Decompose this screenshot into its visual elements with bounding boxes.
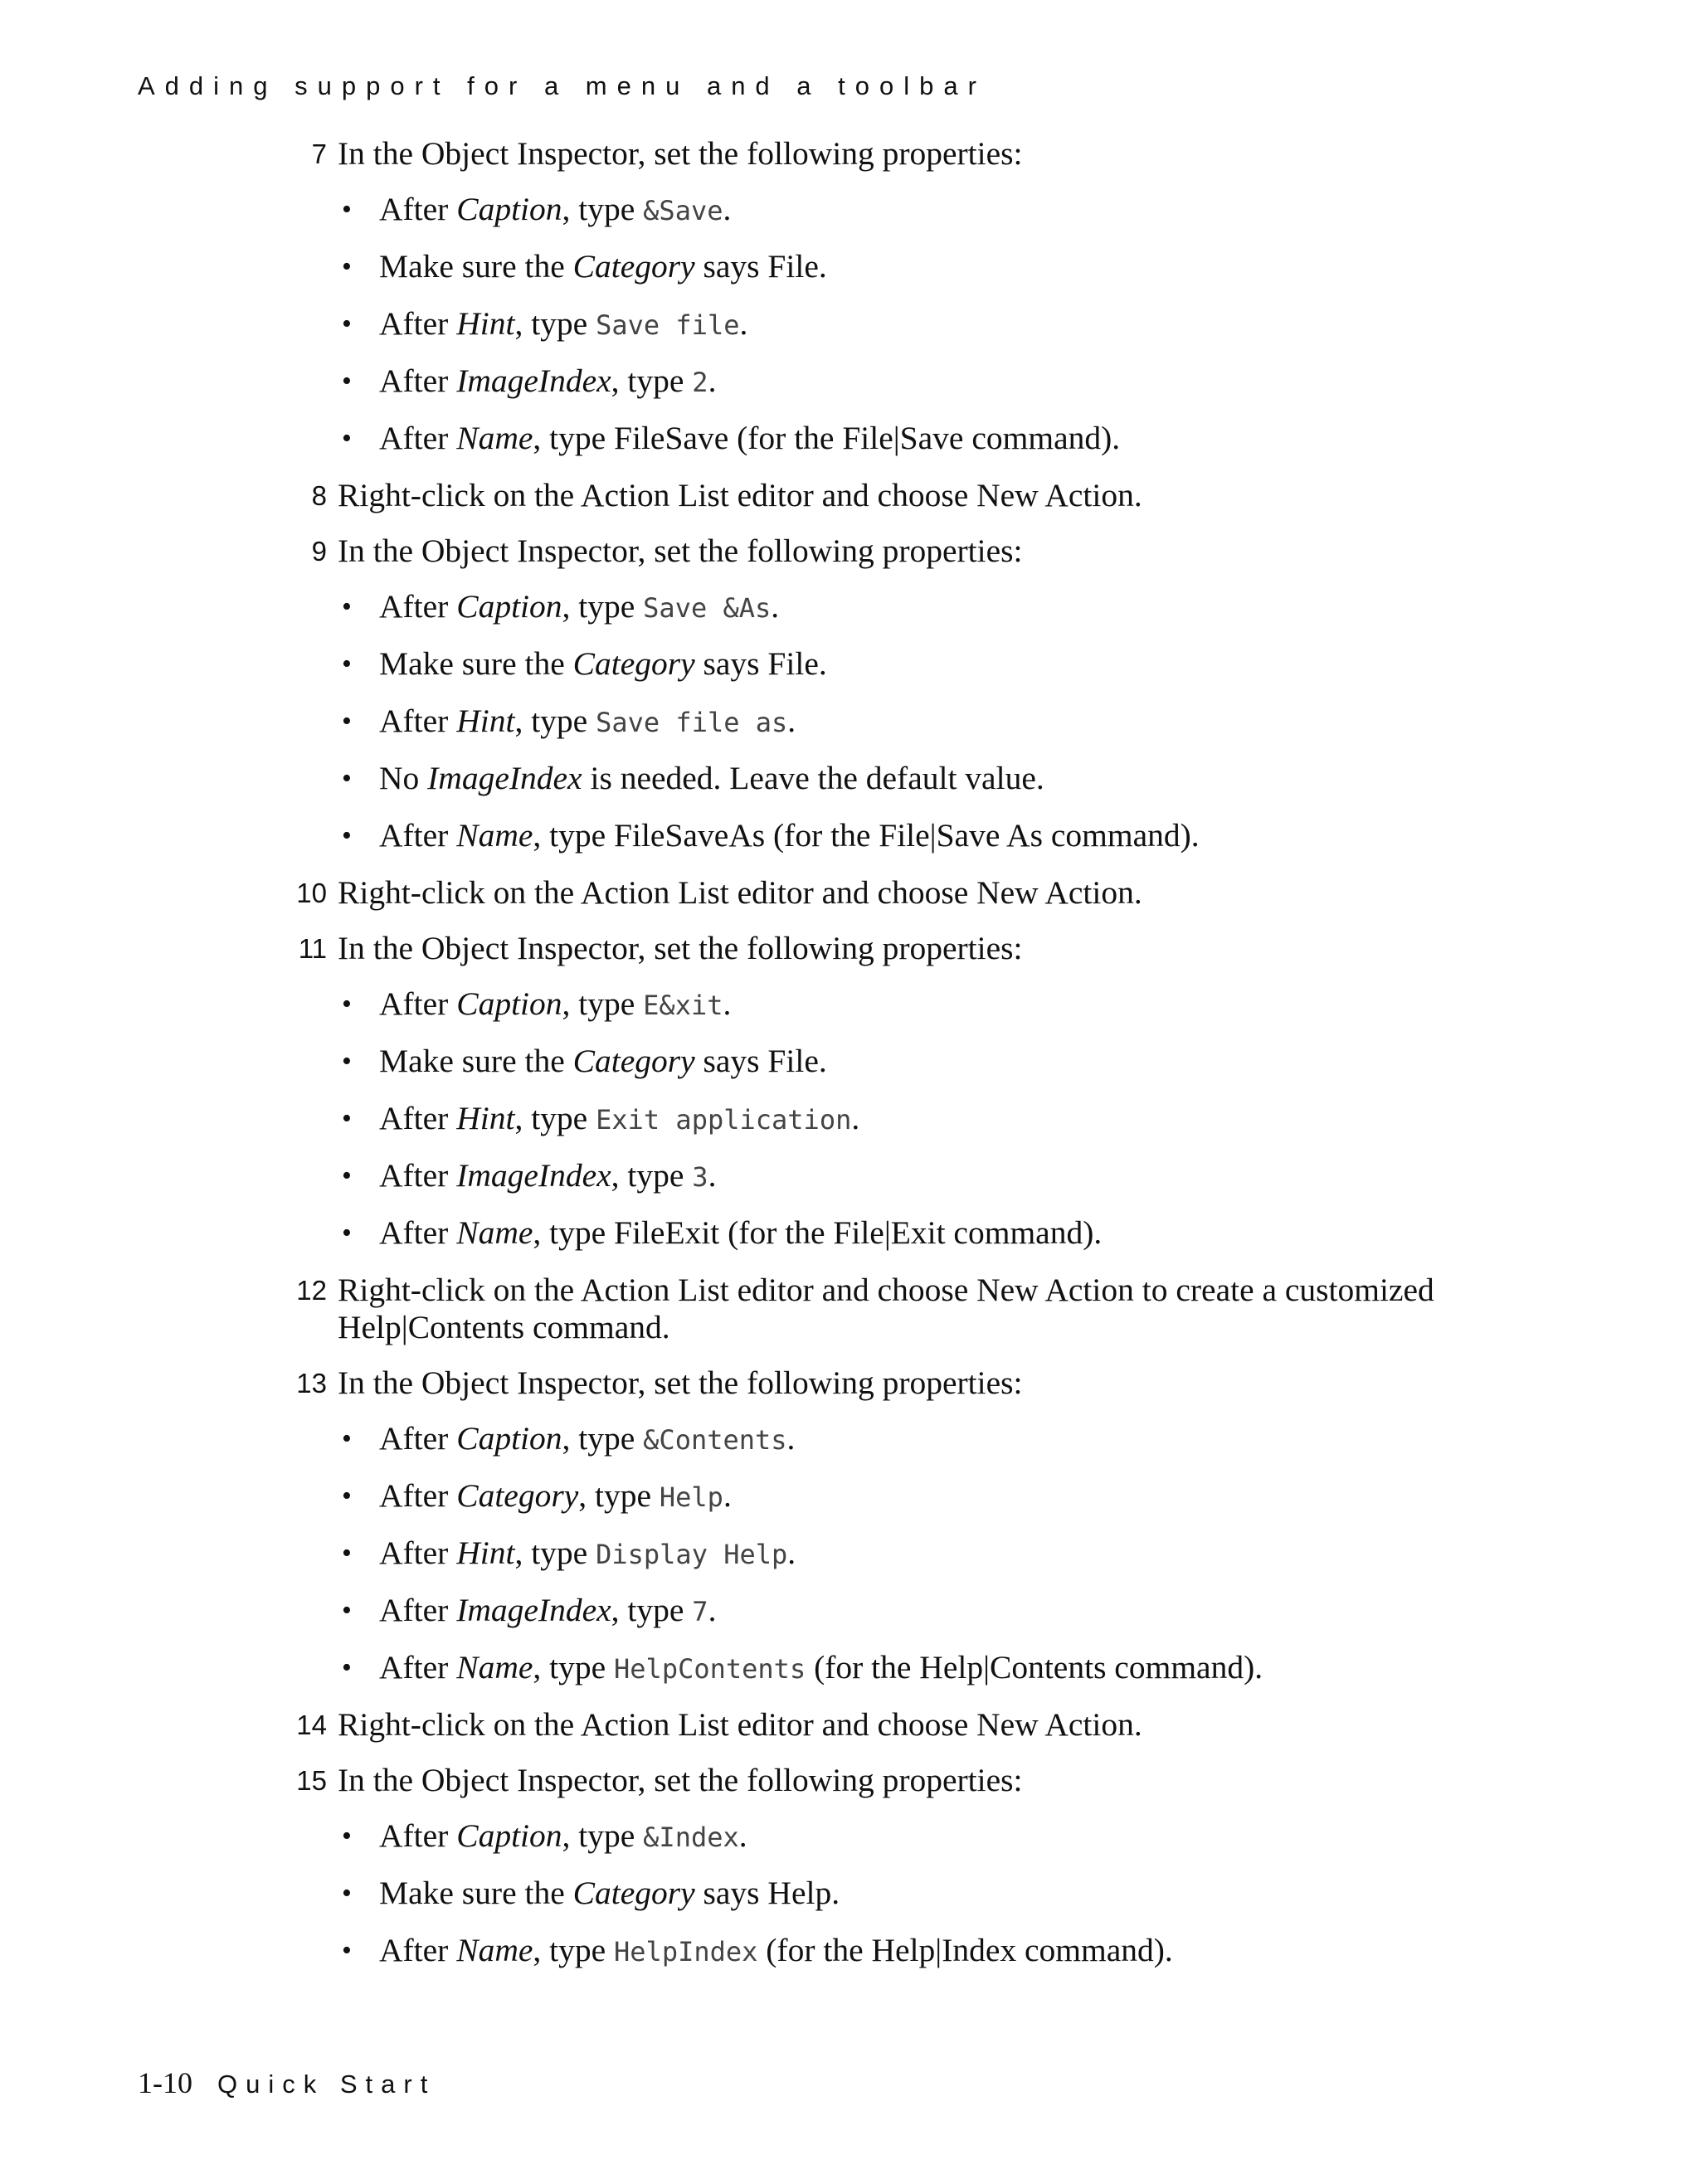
step-text: Right-click on the Action List editor and choose New Action to create a customized Help|Contents command. <box>338 1272 1434 1345</box>
list-item: • After Name, type FileExit (for the File|Exit command). <box>338 1214 1449 1253</box>
step-number: 12 <box>296 1275 327 1306</box>
step-number: 14 <box>296 1710 327 1740</box>
step-8 <box>0 477 1449 514</box>
list-item: • After Name, type FileSave (for the File|Save command). <box>338 420 1449 459</box>
step-11 <box>0 930 1449 1253</box>
bullet-list <box>338 985 1449 1253</box>
step-text: In the Object Inspector, set the following properties: <box>338 135 1023 172</box>
step-10 <box>0 874 1449 912</box>
list-item: • Make sure the Category says File. <box>338 248 1449 287</box>
bullet-list <box>338 588 1449 856</box>
list-item: • After Caption, type &Save. <box>338 191 1449 230</box>
list-item: • Make sure the Category says File. <box>338 1043 1449 1082</box>
list-item: • After Name, type FileSaveAs (for the File|Save As command). <box>338 817 1449 856</box>
step-number: 11 <box>298 933 327 964</box>
list-item: • After Caption, type &Index. <box>338 1817 1449 1856</box>
step-text: Right-click on the Action List editor and choose New Action. <box>338 1706 1142 1743</box>
list-item: • After Hint, type Save file as. <box>338 703 1449 742</box>
step-number: 7 <box>311 139 327 169</box>
step-12 <box>0 1272 1449 1346</box>
list-item: • After ImageIndex, type 2. <box>338 362 1449 401</box>
step-7 <box>0 135 1449 459</box>
step-9 <box>0 533 1449 856</box>
bullet-list <box>338 1817 1449 1971</box>
list-item: • After Hint, type Exit application. <box>338 1100 1449 1139</box>
step-15 <box>0 1762 1449 1971</box>
list-item: • Make sure the Category says File. <box>338 645 1449 684</box>
list-item: • After Caption, type E&xit. <box>338 985 1449 1024</box>
step-text: In the Object Inspector, set the following properties: <box>338 930 1023 966</box>
list-item: • No ImageIndex is needed. Leave the default value. <box>338 760 1449 799</box>
step-text: Right-click on the Action List editor and choose New Action. <box>338 477 1142 513</box>
step-number: 9 <box>311 536 327 567</box>
list-item: • After Hint, type Save file. <box>338 305 1449 344</box>
list-item: • Make sure the Category says Help. <box>338 1875 1449 1914</box>
list-item: • After Category, type Help. <box>338 1477 1449 1516</box>
step-number: 13 <box>296 1368 327 1398</box>
list-item: • After ImageIndex, type 3. <box>338 1157 1449 1196</box>
step-number: 15 <box>296 1765 327 1796</box>
bullet-list <box>338 191 1449 459</box>
footer-title: Quick Start <box>217 2070 436 2099</box>
step-number: 10 <box>296 878 327 908</box>
bullet-list <box>338 1420 1449 1688</box>
step-number: 8 <box>311 480 327 511</box>
running-head: Adding support for a menu and a toolbar <box>138 71 986 100</box>
step-14 <box>0 1706 1449 1744</box>
list-item: • After Hint, type Display Help. <box>338 1535 1449 1574</box>
steps-list <box>0 135 1699 1989</box>
list-item: • After Name, type HelpContents (for the Help|Contents command). <box>338 1649 1449 1688</box>
page-footer <box>138 2065 436 2100</box>
page-number: 1-10 <box>138 2066 192 2099</box>
step-text: In the Object Inspector, set the following properties: <box>338 1762 1023 1798</box>
list-item: • After ImageIndex, type 7. <box>338 1592 1449 1631</box>
list-item: • After Caption, type &Contents. <box>338 1420 1449 1459</box>
step-13 <box>0 1364 1449 1688</box>
list-item: • After Name, type HelpIndex (for the Help|Index command). <box>338 1932 1449 1971</box>
list-item: • After Caption, type Save &As. <box>338 588 1449 627</box>
step-text: Right-click on the Action List editor and choose New Action. <box>338 874 1142 911</box>
step-text: In the Object Inspector, set the following properties: <box>338 1364 1023 1401</box>
step-text: In the Object Inspector, set the following properties: <box>338 533 1023 569</box>
